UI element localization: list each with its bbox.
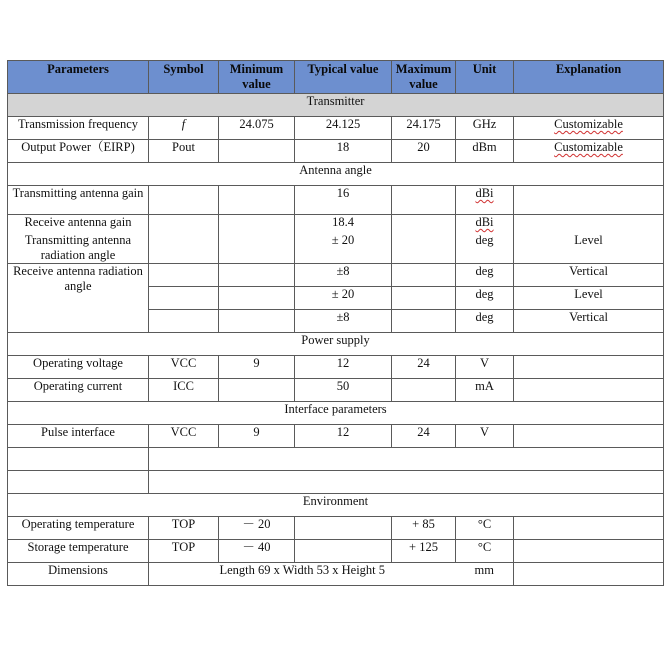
param-cell: Operating temperature [8, 517, 149, 540]
max-cell [392, 310, 456, 333]
table-row [8, 140, 664, 163]
header-typical: Typical value [295, 61, 392, 94]
expl-cell: Vertical [514, 310, 664, 333]
param-cell: Dimensions [8, 563, 149, 586]
table-row [8, 448, 664, 471]
max-cell: 20 [392, 140, 456, 163]
symbol-cell: VCC [149, 356, 219, 379]
param-cell: Operating current [8, 379, 149, 402]
expl-cell [514, 356, 664, 379]
unit-cell: dBm [456, 140, 514, 163]
header-row [8, 61, 664, 94]
table-row [8, 563, 664, 586]
expl-cell [514, 540, 664, 563]
min-cell [219, 287, 295, 310]
expl-cell [514, 140, 664, 163]
symbol-cell [149, 264, 219, 287]
table-row [8, 425, 664, 448]
section-interface-row [8, 402, 664, 425]
unit-cell [456, 186, 514, 215]
typ-cell: ±8 [295, 264, 392, 287]
unit-cell: GHz [456, 117, 514, 140]
table-row [8, 356, 664, 379]
symbol-cell: ICC [149, 379, 219, 402]
typ-cell: 16 [295, 186, 392, 215]
specification-table [7, 60, 664, 586]
param-cell: Transmitting antenna gain [8, 186, 149, 215]
typ-cell [295, 517, 392, 540]
param-cell: Transmission frequency [8, 117, 149, 140]
expl-cell: Level [514, 287, 664, 310]
table-row [8, 379, 664, 402]
max-cell [392, 264, 456, 287]
symbol-cell [149, 310, 219, 333]
symbol-cell: f [149, 117, 219, 140]
unit-cell: deg [456, 233, 514, 264]
unit-cell: mA [456, 379, 514, 402]
min-cell: 9 [219, 356, 295, 379]
section-antenna: Antenna angle [8, 163, 664, 186]
section-antenna-row [8, 163, 664, 186]
expl-cell [514, 186, 664, 215]
expl-cell: Level [514, 233, 664, 264]
header-parameters: Parameters [8, 61, 149, 94]
max-cell: + 125 [392, 540, 456, 563]
section-power: Power supply [8, 333, 664, 356]
param-cell [8, 471, 149, 494]
unit-cell: deg [456, 287, 514, 310]
min-cell [219, 379, 295, 402]
max-cell [392, 287, 456, 310]
unit-cell [456, 215, 514, 234]
min-cell: － 40 [219, 540, 295, 563]
symbol-cell: VCC [149, 425, 219, 448]
typ-cell: 18.4 [295, 215, 392, 234]
min-cell: 24.075 [219, 117, 295, 140]
unit-text: dBi [475, 215, 494, 229]
unit-cell: V [456, 425, 514, 448]
min-cell [219, 140, 295, 163]
table-row [8, 215, 664, 234]
typ-cell: ± 20 [295, 233, 392, 264]
unit-cell: mm [456, 563, 514, 586]
section-environment-row [8, 494, 664, 517]
typ-cell: ± 20 [295, 287, 392, 310]
unit-cell: V [456, 356, 514, 379]
param-cell: Output Power（EIRP) [8, 140, 149, 163]
section-power-row [8, 333, 664, 356]
header-unit: Unit [456, 61, 514, 94]
table-row [8, 186, 664, 215]
param-cell: Operating voltage [8, 356, 149, 379]
unit-cell: °C [456, 540, 514, 563]
symbol-cell: TOP [149, 540, 219, 563]
section-transmitter: Transmitter [8, 94, 664, 117]
unit-text: dBi [475, 186, 494, 200]
expl-text: Customizable [554, 140, 623, 154]
min-cell [219, 264, 295, 287]
min-cell: 9 [219, 425, 295, 448]
symbol-cell: Pout [149, 140, 219, 163]
header-explanation: Explanation [514, 61, 664, 94]
expl-cell [514, 517, 664, 540]
section-transmitter-row [8, 94, 664, 117]
unit-cell: °C [456, 517, 514, 540]
min-cell [219, 215, 295, 264]
max-cell [392, 186, 456, 215]
header-symbol: Symbol [149, 61, 219, 94]
expl-cell [514, 379, 664, 402]
max-cell: + 85 [392, 517, 456, 540]
min-cell [219, 186, 295, 215]
typ-cell: 18 [295, 140, 392, 163]
param-cell: Transmitting antenna radiation angle [8, 233, 149, 264]
expl-cell [514, 215, 664, 234]
symbol-cell [149, 186, 219, 215]
section-environment: Environment [8, 494, 664, 517]
max-cell [392, 215, 456, 264]
table-row [8, 540, 664, 563]
param-cell: Receive antenna radiation angle [8, 264, 149, 333]
expl-cell: Vertical [514, 264, 664, 287]
typ-cell [295, 540, 392, 563]
table-row [8, 117, 664, 140]
dimensions-value-cell: Length 69 x Width 53 x Height 5 [149, 563, 456, 586]
expl-text: Customizable [554, 117, 623, 131]
table-row [8, 517, 664, 540]
typ-cell: 24.125 [295, 117, 392, 140]
header-minimum: Minimum value [219, 61, 295, 94]
value-cell [149, 448, 664, 471]
symbol-cell [149, 215, 219, 264]
unit-cell: deg [456, 310, 514, 333]
expl-cell [514, 117, 664, 140]
table-row [8, 264, 664, 287]
max-cell [392, 379, 456, 402]
typ-cell: 12 [295, 425, 392, 448]
table-row [8, 471, 664, 494]
typ-cell: 12 [295, 356, 392, 379]
param-cell: Pulse interface [8, 425, 149, 448]
param-cell: Storage temperature [8, 540, 149, 563]
expl-cell [514, 563, 664, 586]
max-cell: 24.175 [392, 117, 456, 140]
param-cell [8, 448, 149, 471]
param-cell: Receive antenna gain [8, 215, 149, 234]
value-cell [149, 471, 664, 494]
symbol-cell [149, 287, 219, 310]
max-cell: 24 [392, 356, 456, 379]
unit-cell: deg [456, 264, 514, 287]
table-row [8, 233, 664, 264]
typ-cell: 50 [295, 379, 392, 402]
min-cell [219, 310, 295, 333]
header-maximum: Maximum value [392, 61, 456, 94]
typ-cell: ±8 [295, 310, 392, 333]
min-cell: － 20 [219, 517, 295, 540]
section-interface: Interface parameters [8, 402, 664, 425]
expl-cell [514, 425, 664, 448]
symbol-cell: TOP [149, 517, 219, 540]
max-cell: 24 [392, 425, 456, 448]
